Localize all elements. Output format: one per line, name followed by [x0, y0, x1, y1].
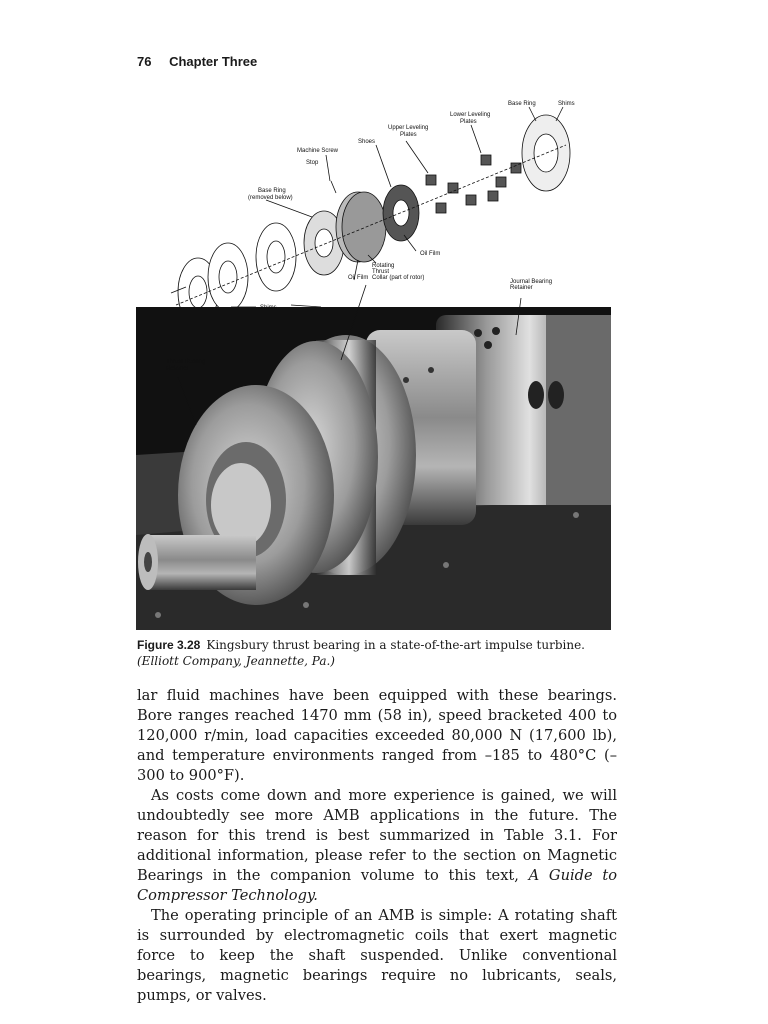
label-journal-2: Retainer	[510, 285, 533, 291]
label-shims-bottom: Shims	[260, 305, 277, 311]
paragraph-2-text: As costs come down and more experience is gained, we will undoubtedly see more AMB applications in the future. The reason for this trend is best summarized in Table 3.1. For additional information, please refer to the section on Magnetic Bearings in the companion volume to this text,	[137, 787, 617, 884]
figure-kingsbury-bearing	[136, 95, 611, 630]
label-rotating-2: Thrust	[372, 269, 390, 275]
body-text	[137, 686, 617, 1006]
paragraph-1: lar fluid machines have been equipped with these bearings. Bore ranges reached 1470 mm (58 in), speed bracketed 400 to 120,000 r/min, load capacities exceeded 80,000 N (17,600 lb), and temperature environments ranged from –185 to 480°C (–300 to 900°F).	[137, 687, 617, 784]
label-upper-leveling-2: Plates	[400, 132, 417, 138]
paragraph-3: The operating principle of an AMB is simple: A rotating shaft is surrounded by electromagnetic coils that exert magnetic force to keep the shaft suspended. Unlike conventional bearings, magnetic bearings require no lubricants, seals, pumps, or valves.	[137, 907, 617, 1004]
label-oil-film-left: Oil Film	[348, 275, 369, 281]
caption-source: (Elliott Company, Jeannette, Pa.)	[137, 654, 335, 668]
page-header	[137, 54, 257, 69]
label-rotating-3: Collar (part of rotor)	[372, 275, 425, 281]
paragraph-2	[137, 786, 617, 906]
figure-caption	[137, 637, 617, 669]
label-rotating-1: Rotating	[372, 263, 395, 269]
book-title: A Guide to Compressor Technology.	[137, 867, 618, 904]
bearing-photograph	[136, 285, 611, 630]
label-base-ring: Base Ring	[508, 101, 536, 107]
label-lower-leveling-1: Lower Leveling	[450, 112, 491, 118]
label-upper-leveling-1: Upper Leveling	[388, 125, 429, 131]
label-shoes: Shoes	[358, 139, 376, 145]
figure-illustration	[136, 95, 611, 630]
chapter-title: Chapter Three	[169, 54, 258, 69]
label-base-ring-removed-1: Base Ring	[258, 188, 286, 194]
caption-text: Kingsbury thrust bearing in a state-of-the-art impulse turbine.	[206, 638, 585, 652]
label-base-ring-removed-2: (removed below)	[248, 195, 293, 201]
label-oil-film-right: Oil Film	[420, 251, 441, 257]
label-thrust-retainer-2: Retainer	[166, 366, 189, 372]
label-shims-top: Shims	[558, 101, 575, 107]
page-number: 76	[137, 54, 152, 69]
label-stop: Stop	[306, 160, 319, 166]
label-lower-leveling-2: Plates	[460, 119, 477, 125]
caption-label: Figure 3.28	[137, 638, 201, 652]
label-machine-screw: Machine Screw	[297, 148, 339, 154]
label-thrust-retainer-1: Thrust Bearing	[166, 359, 206, 365]
label-journal-1: Journal Bearing	[510, 279, 553, 285]
